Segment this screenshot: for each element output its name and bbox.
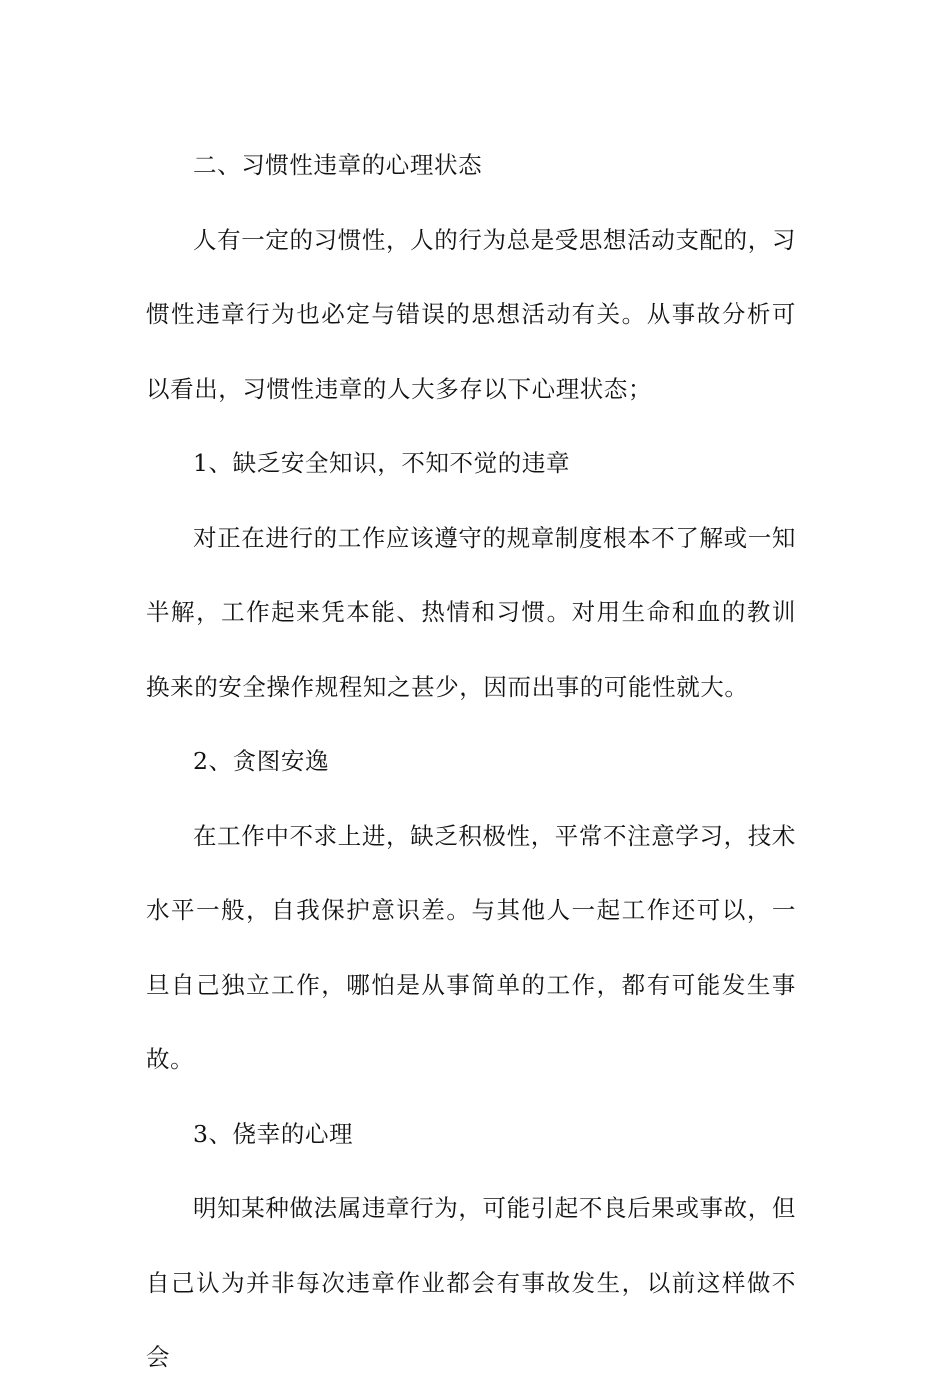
body-paragraph: 人有一定的习惯性，人的行为总是受思想活动支配的，习惯性违章行为也必定与错误的思想活动有关。从事故分析可以看出，习惯性违章的人大多存以下心理状态； <box>146 225 796 403</box>
body-paragraph: 在工作中不求上进，缺乏积极性，平常不注意学习，技术水平一般，自我保护意识差。与其他人一起工作还可以，一旦自己独立工作，哪怕是从事简单的工作，都有可能发生事故。 <box>146 821 796 1073</box>
subsection-heading: 2、贪图安逸 <box>193 747 330 775</box>
document-body <box>146 128 796 1395</box>
subsection-heading: 1、缺乏安全知识，不知不觉的违章 <box>193 449 571 477</box>
body-paragraph: 对正在进行的工作应该遵守的规章制度根本不了解或一知半解，工作起来凭本能、热情和习惯。对用生命和血的教训换来的安全操作规程知之甚少，因而出事的可能性就大。 <box>146 523 796 701</box>
subsection-heading: 3、侥幸的心理 <box>193 1119 354 1148</box>
body-paragraph: 明知某种做法属违章行为，可能引起不良后果或事故，但自己认为并非每次违章作业都会有事故发生，以前这样做不会 <box>146 1194 796 1371</box>
section-heading: 二、习惯性违章的心理状态 <box>193 151 483 179</box>
